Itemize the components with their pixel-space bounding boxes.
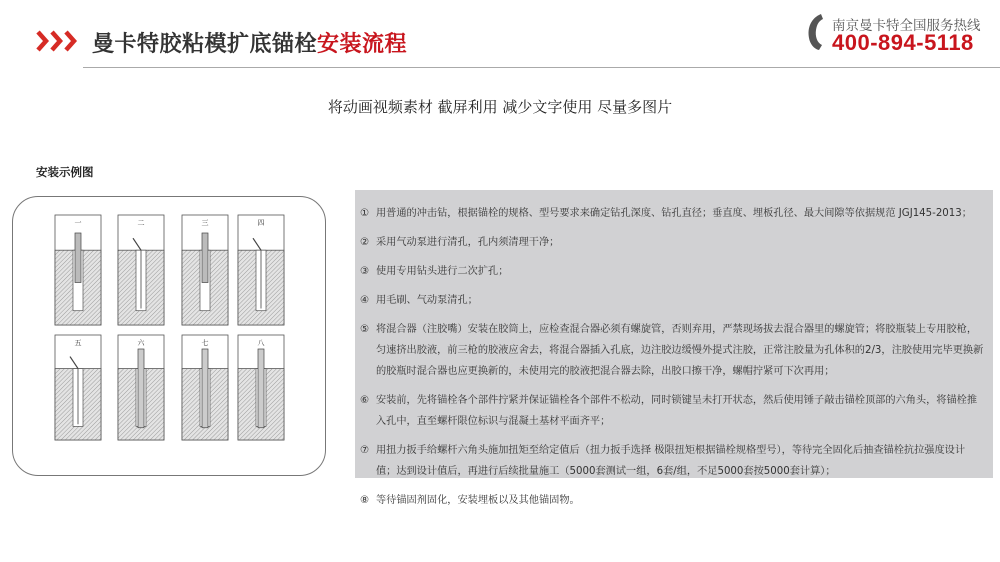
section-title: 安装示例图 xyxy=(36,165,94,179)
step-number: ⑤ xyxy=(360,324,370,335)
diagram-label: 一 xyxy=(74,219,82,227)
step-text: 将混合器（注胶嘴）安装在胶筒上，应检查混合器必须有螺旋管，否则弃用，严禁现场拔去混合器里的螺旋管；将胶瓶装上专用胶枪，匀速挤出胶液，前三枪的胶液应舍去，将混合器插入孔底，边注胶边缓慢外提式注胶，正常注胶量为孔体积的2/3，注胶使用完毕更换新的胶瓶时混合器也应更换新的，未使用完的胶液把混合器去除，出胶口擦干净，螺帽拧紧可下次再用； xyxy=(376,324,984,377)
page-title: 曼卡特胶粘模扩底锚栓安装流程 xyxy=(92,32,408,57)
step-item xyxy=(360,490,993,511)
step-number: ① xyxy=(360,208,370,219)
step-item xyxy=(360,232,993,253)
installation-diagrams xyxy=(0,0,340,480)
step-item xyxy=(360,319,993,382)
diagram-label: 二 xyxy=(137,219,145,227)
step-item xyxy=(360,440,993,482)
diagram-label: 三 xyxy=(201,219,209,227)
step-text: 使用专用钻头进行二次扩孔； xyxy=(376,266,509,277)
step-item xyxy=(360,390,993,432)
subtitle: 将动画视频素材 截屏利用 减少文字使用 尽量多图片 xyxy=(327,98,673,116)
step-number: ⑦ xyxy=(360,445,370,456)
diagram-label: 四 xyxy=(257,219,265,227)
steps-panel xyxy=(355,190,993,506)
hotline-label: 南京曼卡特全国服务热线 xyxy=(832,18,981,34)
step-number: ② xyxy=(360,237,370,248)
diagram-label: 八 xyxy=(257,339,265,347)
step-item xyxy=(360,203,993,224)
step-text: 采用气动泵进行清孔，孔内须清理干净； xyxy=(376,237,560,248)
step-item xyxy=(360,290,993,311)
step-number: ⑥ xyxy=(360,395,370,406)
diagram-label: 六 xyxy=(137,339,145,347)
step-number: ③ xyxy=(360,266,370,277)
step-text: 安装前，先将锚栓各个部件拧紧并保证锚栓各个部件不松动，同时锁键呈未打开状态，然后使用锤子敲击锚栓顶部的六角头，将锚栓推入孔中，直至螺杆限位标识与混凝土基材平面齐平； xyxy=(376,395,978,427)
step-text: 用普通的冲击钻，根据锚栓的规格、型号要求来确定钻孔深度、钻孔直径；垂直度、埋板孔径、最大间隙等依据规范 JGJ145-2013； xyxy=(376,208,972,219)
diagram-label: 五 xyxy=(74,339,82,347)
diagram-label: 七 xyxy=(201,339,209,347)
step-number: ⑧ xyxy=(360,495,370,506)
phone-icon xyxy=(805,12,827,52)
step-item xyxy=(360,261,993,282)
step-number: ④ xyxy=(360,295,370,306)
step-text: 用毛刷、气动泵清孔； xyxy=(376,295,478,306)
step-text: 等待锚固剂固化，安装埋板以及其他锚固物。 xyxy=(376,495,580,506)
hotline-number: 400-894-5118 xyxy=(832,30,974,55)
step-text: 用扭力扳手给螺杆六角头施加扭矩至给定值后（扭力扳手选择 极限扭矩根据锚栓规格型号），等待完全固化后抽查锚栓抗拉强度设计值；达到设计值后，再进行后续批量施工（5000套测试一组，6套/组，不足5000套按5000套计算）； xyxy=(376,445,966,477)
